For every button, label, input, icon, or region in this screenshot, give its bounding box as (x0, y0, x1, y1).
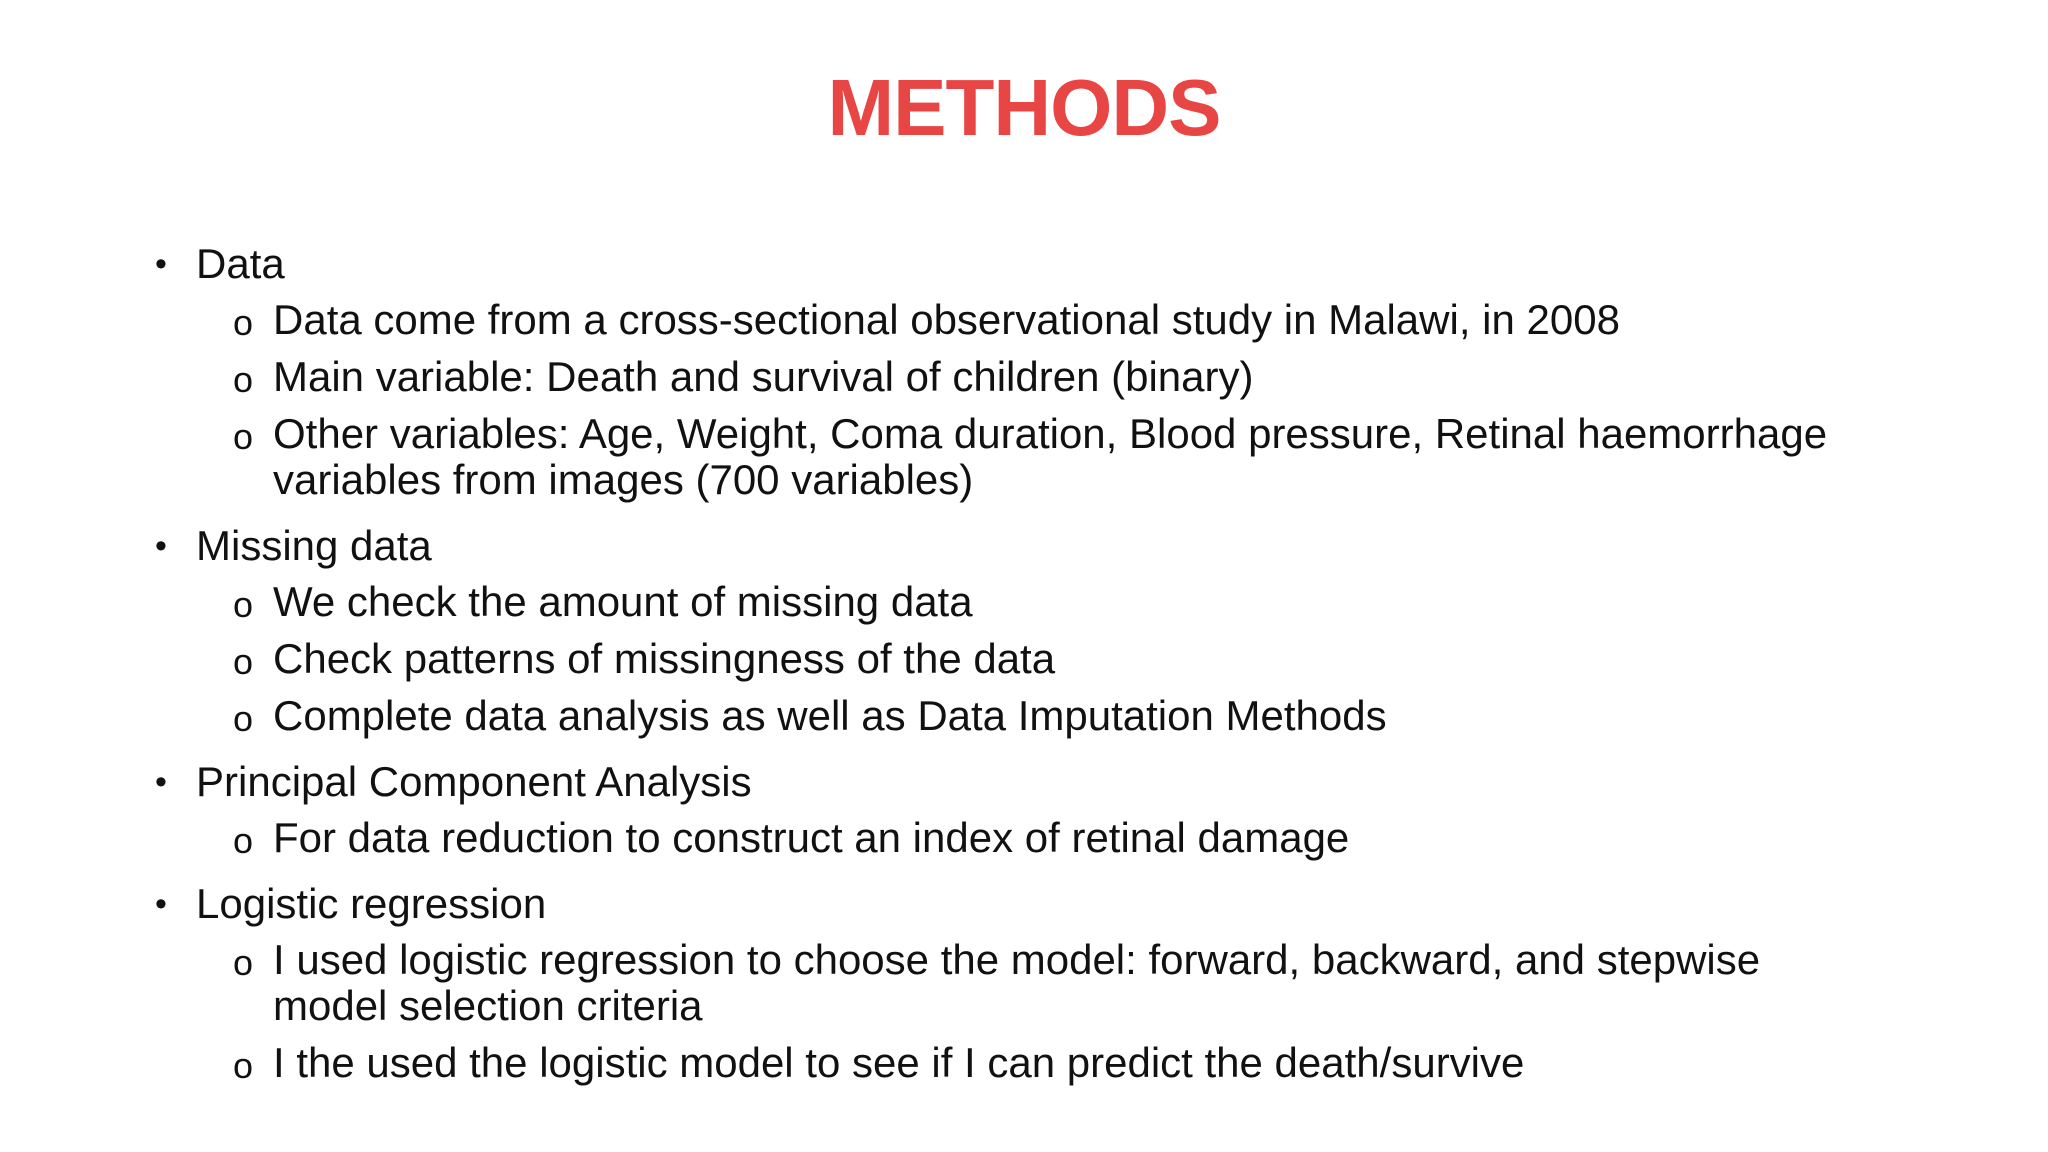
sub-bullet-item (155, 411, 1955, 503)
circle-bullet-icon: o (233, 359, 254, 400)
sub-bullet-item (155, 815, 1955, 861)
circle-bullet-icon: o (233, 698, 254, 739)
sub-bullet-item (155, 1040, 1955, 1086)
section-missing-data (155, 522, 1955, 739)
circle-bullet-icon: o (233, 302, 254, 343)
sub-bullet-item (155, 937, 1955, 1029)
circle-bullet-icon: o (233, 942, 254, 983)
sub-bullet-item (155, 636, 1955, 682)
bullet-heading (155, 240, 1955, 288)
sub-bullet-text: I used logistic regression to choose the model: forward, backward, and stepwise model selection criteria (273, 936, 1761, 1029)
sub-bullet-text: Complete data analysis as well as Data Imputation Methods (273, 692, 1387, 739)
sub-list (155, 815, 1955, 861)
sub-bullet-text: For data reduction to construct an index of retinal damage (273, 814, 1350, 861)
sub-bullet-text: Main variable: Death and survival of children (binary) (273, 353, 1254, 400)
sub-list (155, 937, 1955, 1086)
circle-bullet-icon: o (233, 641, 254, 682)
bullet-heading-text: Data (196, 240, 285, 287)
bullet-heading (155, 522, 1955, 570)
sub-bullet-text: Other variables: Age, Weight, Coma duration, Blood pressure, Retinal haemorrhage variables from images (700 variables) (273, 410, 1828, 503)
circle-bullet-icon: o (233, 1045, 254, 1086)
bullet-heading (155, 758, 1955, 806)
sub-bullet-item (155, 693, 1955, 739)
bullet-heading-text: Missing data (196, 522, 432, 569)
sub-bullet-text: Check patterns of missingness of the data (273, 635, 1056, 682)
bullet-heading-text: Principal Component Analysis (196, 758, 752, 805)
sub-bullet-item (155, 354, 1955, 400)
sub-bullet-item (155, 579, 1955, 625)
circle-bullet-icon: o (233, 584, 254, 625)
bullet-dot-icon: • (155, 245, 167, 283)
section-data (155, 240, 1955, 503)
sub-bullet-text: I the used the logistic model to see if I can predict the death/survive (273, 1039, 1525, 1086)
bullet-heading (155, 880, 1955, 928)
bullet-dot-icon: • (155, 763, 167, 801)
bullet-dot-icon: • (155, 885, 167, 923)
bullet-dot-icon: • (155, 527, 167, 565)
circle-bullet-icon: o (233, 820, 254, 861)
section-pca (155, 758, 1955, 861)
sub-bullet-item (155, 297, 1955, 343)
slide-title: METHODS (827, 63, 1221, 152)
sub-list (155, 579, 1955, 739)
section-logistic-regression (155, 880, 1955, 1086)
circle-bullet-icon: o (233, 416, 254, 457)
sub-bullet-text: Data come from a cross-sectional observational study in Malawi, in 2008 (273, 296, 1620, 343)
bullet-list (155, 240, 1955, 1105)
sub-bullet-text: We check the amount of missing data (273, 578, 973, 625)
sub-list (155, 297, 1955, 503)
bullet-heading-text: Logistic regression (196, 880, 547, 927)
